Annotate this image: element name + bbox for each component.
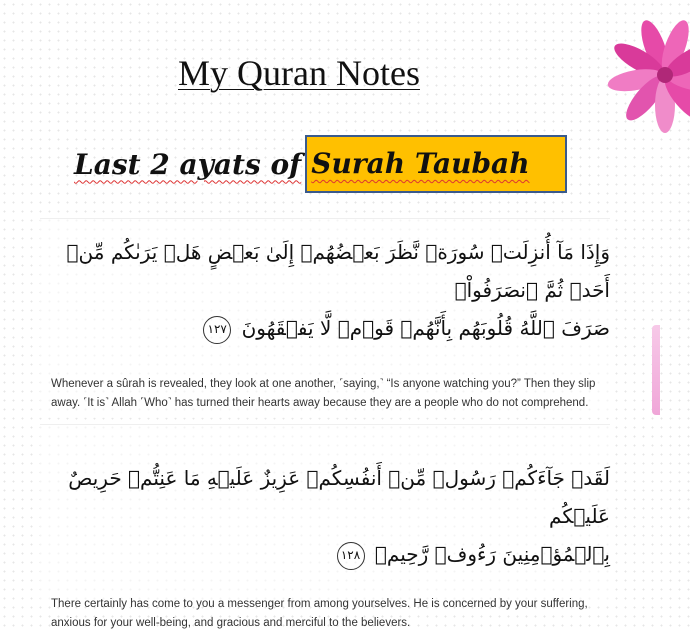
arabic-line-2 [60, 535, 610, 573]
page-title: My Quran Notes [178, 53, 420, 93]
arabic-verse [40, 459, 610, 573]
highlighted-surah-box [305, 135, 567, 193]
arabic-line-1: وَإِذَا مَآ أُنزِلَتۡ سُورَةٞ نَّظَرَ بَعۡضُهُمۡ إِلَىٰ بَعۡضٍ هَلۡ يَرَىٰكُم مِّنۡ أَحَدٖ ثُمَّ ٱنصَرَفُواْۚ [66, 240, 610, 302]
arabic-line-2 [60, 309, 610, 347]
flower-decoration-icon [620, 20, 690, 130]
arabic-line-1: لَقَدۡ جَآءَكُمۡ رَسُولٞ مِّنۡ أَنفُسِكُمۡ عَزِيزٌ عَلَيۡهِ مَا عَنِتُّمۡ حَرِيصٌ عَلَيۡكُم [68, 466, 610, 528]
ayah-number-badge: ١٢٧ [203, 316, 231, 344]
arabic-verse [40, 233, 610, 347]
subtitle [74, 138, 567, 190]
verse-card-128 [40, 424, 610, 629]
arabic-line-2-text: بِٱلۡمُؤۡمِنِينَ رَءُوفٞ رَّحِيمٞ [374, 542, 610, 566]
verse-translation: Whenever a sûrah is revealed, they look at one another, ˹saying,˺ “Is anyone watching you?” Then they slip away. ˹It is˺ Allah ˹Who˺ has turned their hearts away because they are a people who do not comprehend. [51, 378, 596, 409]
side-decoration [652, 325, 660, 415]
arabic-line-2-text: صَرَفَ ٱللَّهُ قُلُوبَهُم بِأَنَّهُمۡ قَوۡمٞ لَّا يَفۡقَهُونَ [241, 316, 610, 340]
ayah-number-badge: ١٢٨ [337, 542, 365, 570]
verse-card-127 [40, 218, 610, 418]
verse-translation: There certainly has come to you a messenger from among yourselves. He is concerned by your suffering, anxious for your well-being, and gracious and merciful to the believers. [51, 598, 588, 629]
subtitle-prefix: Last 2 ayats of [74, 147, 302, 181]
subtitle-highlight: Surah Taubah [311, 147, 530, 180]
